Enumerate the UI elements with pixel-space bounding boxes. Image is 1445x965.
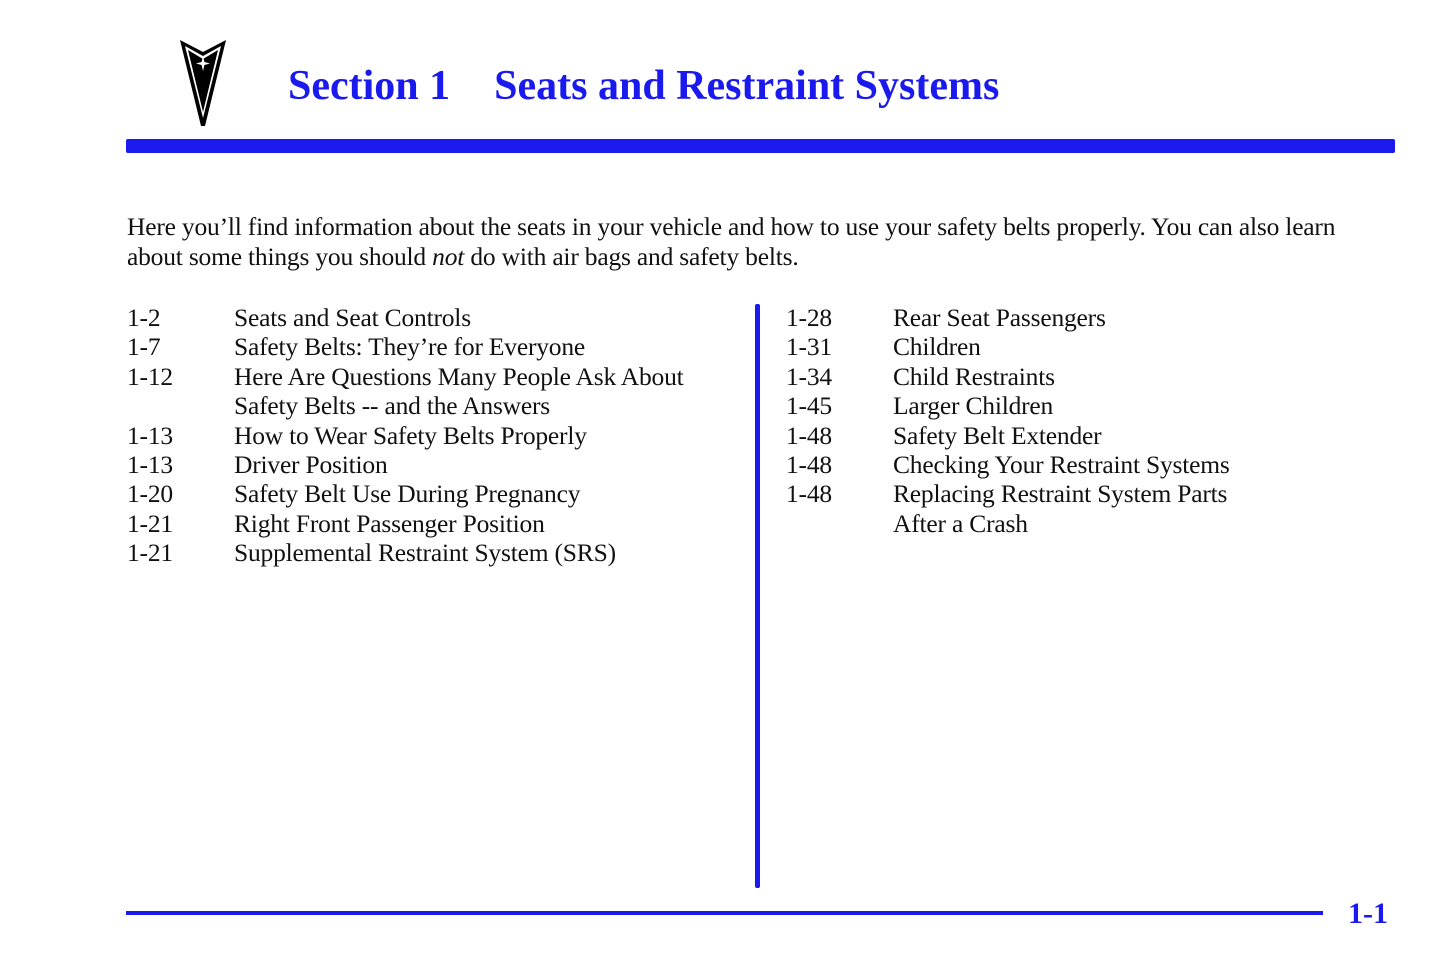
toc-entry[interactable] <box>786 421 1406 450</box>
toc-page-number: 1-45 <box>786 391 832 421</box>
toc-entry-title-line: Driver Position <box>234 450 388 480</box>
toc-page-number: 1-28 <box>786 303 832 332</box>
toc-entry-title <box>234 509 747 538</box>
toc-entry-title-line: Here Are Questions Many People Ask About <box>234 361 684 391</box>
toc-entry-title-line: Safety Belt Extender <box>893 420 1102 450</box>
footer-rule <box>126 911 1323 915</box>
toc-entry[interactable] <box>786 332 1406 361</box>
section-title <box>288 58 999 114</box>
toc-column-right <box>786 303 1406 538</box>
toc-page-number: 1-31 <box>786 332 832 362</box>
toc-entry[interactable] <box>786 450 1406 479</box>
intro-emphasis: not <box>432 241 465 271</box>
toc-page-number: 1-13 <box>127 450 173 480</box>
section-number: Section 1 <box>288 63 451 109</box>
column-divider <box>755 304 760 888</box>
toc-entry-title <box>234 303 747 332</box>
toc-entry-title <box>893 479 1406 538</box>
toc-entry-title <box>893 362 1406 391</box>
toc-entry-title-line: Children <box>893 332 981 362</box>
toc-entry-title <box>893 332 1406 361</box>
toc-entry-title <box>234 362 747 421</box>
toc-entry[interactable] <box>127 421 747 450</box>
toc-entry[interactable] <box>786 303 1406 332</box>
header-rule <box>126 139 1395 153</box>
toc-entry[interactable] <box>786 362 1406 391</box>
toc-entry-title <box>893 450 1406 479</box>
toc-page-number: 1-20 <box>127 479 173 509</box>
toc-entry-title-line: How to Wear Safety Belts Properly <box>234 420 587 450</box>
toc-entry-title <box>234 421 747 450</box>
section-title-text: Seats and Restraint Systems <box>494 63 1000 109</box>
toc-page-number: 1-7 <box>127 332 161 362</box>
toc-page-number: 1-21 <box>127 508 173 538</box>
toc-column-left <box>127 303 747 568</box>
intro-paragraph <box>127 212 1377 271</box>
toc-entry-title-line: After a Crash <box>893 508 1028 538</box>
toc-entry-title <box>234 450 747 479</box>
toc-entry-title-line: Safety Belts: They’re for Everyone <box>234 332 586 362</box>
toc-entry[interactable] <box>127 362 747 421</box>
toc-page-number: 1-48 <box>786 479 832 509</box>
toc-entry[interactable] <box>127 303 747 332</box>
toc-entry-title <box>234 479 747 508</box>
toc-entry-title <box>893 303 1406 332</box>
toc-entry[interactable] <box>786 479 1406 538</box>
toc-entry[interactable] <box>127 509 747 538</box>
toc-page-number: 1-2 <box>127 303 161 332</box>
toc-entry[interactable] <box>127 538 747 567</box>
toc-entry-title-line: Child Restraints <box>893 361 1055 391</box>
intro-text-end: do with air bags and safety belts. <box>464 241 799 271</box>
toc-entry[interactable] <box>127 450 747 479</box>
pontiac-arrowhead-icon <box>178 38 228 128</box>
toc-entry[interactable] <box>127 479 747 508</box>
page-number: 1-1 <box>1348 897 1388 930</box>
toc-page-number: 1-13 <box>127 420 173 450</box>
toc-page-number: 1-48 <box>786 450 832 480</box>
toc-entry-title <box>234 332 747 361</box>
intro-text-start: Here you’ll find information about the seats in your vehicle and how to use your safety belts properly. You can also learn about some things you should <box>127 212 1336 271</box>
toc-entry-title-line: Rear Seat Passengers <box>893 303 1106 332</box>
toc-entry-title-line: Safety Belts -- and the Answers <box>234 391 551 421</box>
toc-entry-title-line: Seats and Seat Controls <box>234 303 471 332</box>
toc-entry-title <box>893 391 1406 420</box>
toc-entry[interactable] <box>127 332 747 361</box>
toc-entry-title <box>234 538 747 567</box>
toc-page-number: 1-34 <box>786 361 832 391</box>
toc-page-number: 1-21 <box>127 538 173 568</box>
toc-entry-title-line: Larger Children <box>893 391 1054 421</box>
toc-entry-title-line: Supplemental Restraint System (SRS) <box>234 538 616 568</box>
toc-entry-title-line: Right Front Passenger Position <box>234 508 545 538</box>
toc-entry-title-line: Safety Belt Use During Pregnancy <box>234 479 581 509</box>
toc-entry-title <box>893 421 1406 450</box>
toc-page-number: 1-48 <box>786 420 832 450</box>
toc-page-number: 1-12 <box>127 361 173 391</box>
toc-entry[interactable] <box>786 391 1406 420</box>
toc-entry-title-line: Replacing Restraint System Parts <box>893 479 1228 509</box>
toc-entry-title-line: Checking Your Restraint Systems <box>893 450 1230 480</box>
